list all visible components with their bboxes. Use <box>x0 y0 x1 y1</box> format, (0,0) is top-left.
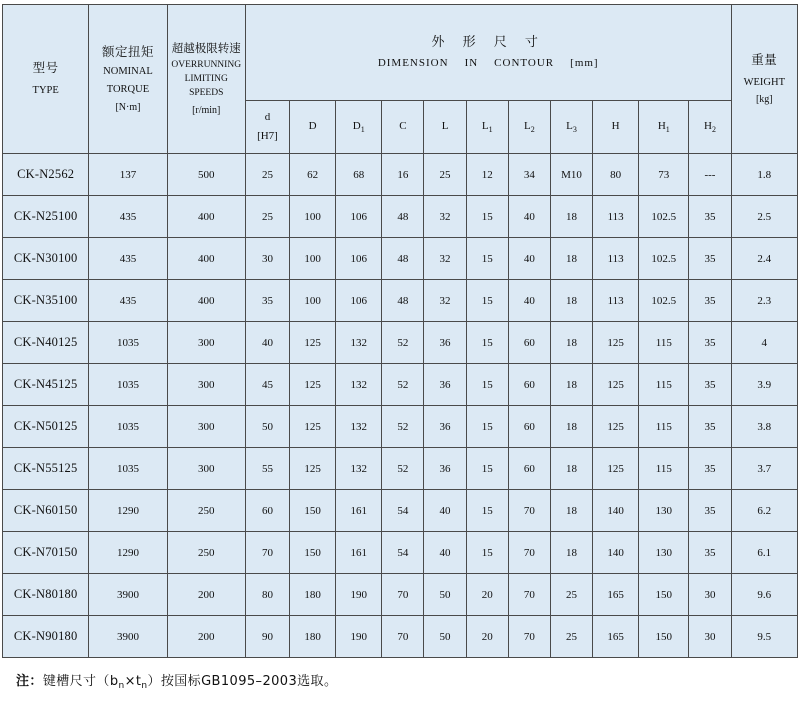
cell-H: 125 <box>593 448 639 490</box>
table-row <box>3 280 798 322</box>
col-header-L3 <box>550 101 592 154</box>
cell-D1: 161 <box>336 490 382 532</box>
cell-D: 180 <box>290 574 336 616</box>
col-header-weight-en: WEIGHT <box>743 76 785 88</box>
cell-L1: 15 <box>466 448 508 490</box>
cell-overrunning-speed: 400 <box>167 238 245 280</box>
symbol-L2-sub: 2 <box>530 125 535 135</box>
cell-H: 125 <box>593 406 639 448</box>
footnote-text-1: 键槽尺寸（b <box>42 674 119 689</box>
cell-type: CK-N35100 <box>3 280 89 322</box>
cell-nominal-torque: 1290 <box>89 532 167 574</box>
cell-L: 36 <box>424 322 466 364</box>
cell-weight: 1.8 <box>731 154 797 196</box>
footnote-sub-1: n <box>118 681 125 691</box>
cell-H2: 35 <box>689 280 731 322</box>
cell-H2: 35 <box>689 406 731 448</box>
symbol-L2: L <box>523 120 531 133</box>
cell-L2: 60 <box>508 322 550 364</box>
cell-overrunning-speed: 400 <box>167 280 245 322</box>
cell-L: 36 <box>424 364 466 406</box>
cell-L: 40 <box>424 490 466 532</box>
cell-weight: 2.5 <box>731 196 797 238</box>
cell-L2: 40 <box>508 196 550 238</box>
col-header-dimension-group <box>245 5 731 101</box>
table-row <box>3 322 798 364</box>
cell-D1: 132 <box>336 406 382 448</box>
cell-D1: 190 <box>336 574 382 616</box>
header-row-main <box>3 5 798 101</box>
cell-L2: 70 <box>508 616 550 658</box>
col-header-type-cn: 型号 <box>32 60 59 76</box>
cell-nominal-torque: 3900 <box>89 574 167 616</box>
table-row <box>3 406 798 448</box>
cell-weight: 9.6 <box>731 574 797 616</box>
col-header-nominal-torque <box>89 5 167 154</box>
cell-type: CK-N80180 <box>3 574 89 616</box>
cell-type: CK-N40125 <box>3 322 89 364</box>
dimension-en-word-1: DIMENSION <box>377 57 449 70</box>
cell-H: 125 <box>593 364 639 406</box>
table-row <box>3 532 798 574</box>
cell-D: 125 <box>290 364 336 406</box>
cell-L3: 18 <box>550 196 592 238</box>
col-header-speed-en2: LIMITING SPEEDS <box>184 74 228 98</box>
cell-nominal-torque: 435 <box>89 238 167 280</box>
cell-d: 40 <box>245 322 289 364</box>
cell-nominal-torque: 1035 <box>89 448 167 490</box>
cell-L2: 70 <box>508 490 550 532</box>
col-header-D1 <box>336 101 382 154</box>
cell-C: 48 <box>382 196 424 238</box>
cell-L2: 34 <box>508 154 550 196</box>
cell-L3: 18 <box>550 280 592 322</box>
footnote-text-3: ）按国标GB1095–2003选取。 <box>147 674 338 689</box>
cell-L3: 18 <box>550 532 592 574</box>
footnote <box>16 670 798 689</box>
cell-C: 52 <box>382 364 424 406</box>
col-header-torque-cn: 额定扭矩 <box>101 43 154 59</box>
cell-H2: 35 <box>689 532 731 574</box>
cell-H1: 115 <box>639 448 689 490</box>
cell-L2: 40 <box>508 280 550 322</box>
cell-type: CK-N55125 <box>3 448 89 490</box>
cell-H2: 35 <box>689 196 731 238</box>
cell-d: 60 <box>245 490 289 532</box>
col-header-H2 <box>689 101 731 154</box>
cell-L3: 18 <box>550 364 592 406</box>
cell-H2: --- <box>689 154 731 196</box>
cell-d: 55 <box>245 448 289 490</box>
cell-D1: 132 <box>336 364 382 406</box>
cell-type: CK-N30100 <box>3 238 89 280</box>
cell-type: CK-N45125 <box>3 364 89 406</box>
cell-H: 113 <box>593 280 639 322</box>
cell-D: 100 <box>290 238 336 280</box>
table-row <box>3 154 798 196</box>
cell-L2: 60 <box>508 364 550 406</box>
cell-weight: 6.1 <box>731 532 797 574</box>
cell-overrunning-speed: 300 <box>167 406 245 448</box>
cell-L3: 18 <box>550 448 592 490</box>
cell-L: 36 <box>424 406 466 448</box>
col-header-type-en: TYPE <box>32 85 59 97</box>
cell-weight: 6.2 <box>731 490 797 532</box>
col-header-L1 <box>466 101 508 154</box>
cell-L1: 15 <box>466 532 508 574</box>
cell-H2: 35 <box>689 238 731 280</box>
cell-type: CK-N70150 <box>3 532 89 574</box>
col-header-H1 <box>639 101 689 154</box>
col-header-type <box>3 5 89 154</box>
table-row <box>3 448 798 490</box>
symbol-L1: L <box>481 120 489 133</box>
cell-L1: 15 <box>466 280 508 322</box>
cell-L3: 18 <box>550 238 592 280</box>
cell-L1: 12 <box>466 154 508 196</box>
cell-d: 25 <box>245 154 289 196</box>
cell-L: 50 <box>424 616 466 658</box>
cell-H: 140 <box>593 532 639 574</box>
dimension-group-cn: 外 形 尺 寸 <box>431 35 545 51</box>
cell-overrunning-speed: 250 <box>167 532 245 574</box>
cell-weight: 3.7 <box>731 448 797 490</box>
symbol-H1: H <box>657 120 666 133</box>
cell-L: 25 <box>424 154 466 196</box>
cell-L1: 15 <box>466 238 508 280</box>
cell-weight: 2.3 <box>731 280 797 322</box>
cell-L: 36 <box>424 448 466 490</box>
cell-H2: 30 <box>689 616 731 658</box>
cell-d: 35 <box>245 280 289 322</box>
table-row <box>3 196 798 238</box>
cell-H2: 30 <box>689 574 731 616</box>
table-row <box>3 238 798 280</box>
cell-D1: 68 <box>336 154 382 196</box>
cell-type: CK-N90180 <box>3 616 89 658</box>
cell-weight: 3.9 <box>731 364 797 406</box>
cell-H1: 130 <box>639 532 689 574</box>
specification-table <box>2 4 798 658</box>
cell-H1: 115 <box>639 406 689 448</box>
dimension-en-word-3: CONTOUR <box>494 57 555 70</box>
cell-H2: 35 <box>689 364 731 406</box>
table-header <box>3 5 798 154</box>
cell-C: 70 <box>382 616 424 658</box>
cell-H1: 73 <box>639 154 689 196</box>
cell-D: 62 <box>290 154 336 196</box>
symbol-H1-sub: 1 <box>665 125 670 135</box>
cell-d: 45 <box>245 364 289 406</box>
col-header-D <box>290 101 336 154</box>
cell-C: 48 <box>382 238 424 280</box>
cell-overrunning-speed: 300 <box>167 448 245 490</box>
symbol-D1: D <box>352 120 361 133</box>
cell-L: 50 <box>424 574 466 616</box>
col-header-L2 <box>508 101 550 154</box>
col-header-weight-cn: 重量 <box>751 51 778 67</box>
cell-H2: 35 <box>689 490 731 532</box>
table-row <box>3 490 798 532</box>
cell-overrunning-speed: 400 <box>167 196 245 238</box>
symbol-L1-sub: 1 <box>488 125 493 135</box>
cell-d: 50 <box>245 406 289 448</box>
cell-L: 32 <box>424 196 466 238</box>
col-header-H <box>593 101 639 154</box>
cell-D1: 106 <box>336 238 382 280</box>
cell-D1: 132 <box>336 448 382 490</box>
cell-weight: 2.4 <box>731 238 797 280</box>
cell-type: CK-N2562 <box>3 154 89 196</box>
footnote-sub-2: n <box>141 681 148 691</box>
symbol-D: D <box>308 120 317 133</box>
tolerance-h7: [H7] <box>257 129 278 142</box>
cell-nominal-torque: 435 <box>89 280 167 322</box>
cell-d: 25 <box>245 196 289 238</box>
cell-type: CK-N50125 <box>3 406 89 448</box>
cell-L2: 40 <box>508 238 550 280</box>
symbol-d: d <box>264 110 271 123</box>
cell-C: 52 <box>382 406 424 448</box>
cell-D: 100 <box>290 280 336 322</box>
dimension-en-word-2: IN <box>464 57 479 70</box>
col-header-torque-unit: [N·m] <box>115 101 141 113</box>
cell-H1: 102.5 <box>639 280 689 322</box>
cell-C: 52 <box>382 322 424 364</box>
cell-L: 32 <box>424 238 466 280</box>
cell-nominal-torque: 1035 <box>89 322 167 364</box>
cell-L1: 20 <box>466 616 508 658</box>
symbol-H2: H <box>704 120 712 133</box>
cell-overrunning-speed: 300 <box>167 364 245 406</box>
cell-D: 180 <box>290 616 336 658</box>
cell-H1: 150 <box>639 616 689 658</box>
cell-D1: 106 <box>336 196 382 238</box>
cell-H: 80 <box>593 154 639 196</box>
cell-L3: M10 <box>550 154 592 196</box>
cell-type: CK-N25100 <box>3 196 89 238</box>
cell-L3: 18 <box>550 490 592 532</box>
cell-D: 100 <box>290 196 336 238</box>
cell-H1: 130 <box>639 490 689 532</box>
cell-H1: 102.5 <box>639 238 689 280</box>
col-header-torque-en2: TORQUE <box>106 84 150 96</box>
cell-d: 30 <box>245 238 289 280</box>
cell-L1: 20 <box>466 574 508 616</box>
cell-L: 40 <box>424 532 466 574</box>
cell-overrunning-speed: 200 <box>167 574 245 616</box>
cell-L1: 15 <box>466 196 508 238</box>
cell-D: 125 <box>290 322 336 364</box>
cell-overrunning-speed: 200 <box>167 616 245 658</box>
cell-H: 113 <box>593 196 639 238</box>
cell-L3: 25 <box>550 616 592 658</box>
cell-L1: 15 <box>466 406 508 448</box>
cell-D: 125 <box>290 406 336 448</box>
cell-d: 80 <box>245 574 289 616</box>
cell-L1: 15 <box>466 490 508 532</box>
cell-D1: 190 <box>336 616 382 658</box>
col-header-weight-unit: [kg] <box>755 93 773 105</box>
symbol-L3-sub: 3 <box>572 125 577 135</box>
table-row <box>3 364 798 406</box>
table-row <box>3 574 798 616</box>
cell-H: 165 <box>593 616 639 658</box>
cell-C: 54 <box>382 532 424 574</box>
cell-type: CK-N60150 <box>3 490 89 532</box>
col-header-overrunning-speed <box>167 5 245 154</box>
symbol-D1-sub: 1 <box>360 125 365 135</box>
cell-H1: 115 <box>639 364 689 406</box>
cell-nominal-torque: 1035 <box>89 406 167 448</box>
cell-L3: 25 <box>550 574 592 616</box>
cell-H1: 115 <box>639 322 689 364</box>
col-header-torque-en1: NOMINAL <box>103 66 153 78</box>
cell-L: 32 <box>424 280 466 322</box>
cell-D: 125 <box>290 448 336 490</box>
cell-C: 54 <box>382 490 424 532</box>
cell-H: 125 <box>593 322 639 364</box>
table-row <box>3 616 798 658</box>
symbol-H2-sub: 2 <box>711 125 716 135</box>
cell-L2: 60 <box>508 406 550 448</box>
cell-L1: 15 <box>466 364 508 406</box>
cell-H1: 102.5 <box>639 196 689 238</box>
col-header-L <box>424 101 466 154</box>
symbol-L3: L <box>566 120 573 133</box>
cell-L3: 18 <box>550 322 592 364</box>
cell-L2: 60 <box>508 448 550 490</box>
col-header-d <box>245 101 289 154</box>
cell-C: 48 <box>382 280 424 322</box>
dimension-group-en <box>246 54 731 73</box>
cell-L1: 15 <box>466 322 508 364</box>
cell-L2: 70 <box>508 574 550 616</box>
cell-overrunning-speed: 300 <box>167 322 245 364</box>
footnote-text-2: ×t <box>124 674 142 689</box>
col-header-weight <box>731 5 797 154</box>
cell-H: 165 <box>593 574 639 616</box>
cell-C: 16 <box>382 154 424 196</box>
cell-H: 140 <box>593 490 639 532</box>
cell-H2: 35 <box>689 322 731 364</box>
cell-L3: 18 <box>550 406 592 448</box>
cell-D: 150 <box>290 490 336 532</box>
symbol-H: H <box>611 120 620 133</box>
cell-nominal-torque: 435 <box>89 196 167 238</box>
footnote-label: 注： <box>16 674 43 689</box>
cell-H1: 150 <box>639 574 689 616</box>
cell-nominal-torque: 1035 <box>89 364 167 406</box>
cell-overrunning-speed: 250 <box>167 490 245 532</box>
cell-weight: 3.8 <box>731 406 797 448</box>
dimension-en-unit: [mm] <box>570 57 599 70</box>
cell-nominal-torque: 137 <box>89 154 167 196</box>
table-body <box>3 154 798 658</box>
symbol-C: C <box>399 120 407 133</box>
symbol-L: L <box>441 120 449 133</box>
cell-overrunning-speed: 500 <box>167 154 245 196</box>
cell-L2: 70 <box>508 532 550 574</box>
cell-weight: 4 <box>731 322 797 364</box>
cell-nominal-torque: 1290 <box>89 490 167 532</box>
col-header-speed-cn: 超越极限转速 <box>171 40 241 55</box>
cell-H2: 35 <box>689 448 731 490</box>
cell-D1: 161 <box>336 532 382 574</box>
col-header-C <box>382 101 424 154</box>
cell-C: 70 <box>382 574 424 616</box>
cell-D1: 106 <box>336 280 382 322</box>
cell-D: 150 <box>290 532 336 574</box>
cell-d: 70 <box>245 532 289 574</box>
cell-C: 52 <box>382 448 424 490</box>
col-header-speed-unit: [r/min] <box>192 104 221 116</box>
cell-nominal-torque: 3900 <box>89 616 167 658</box>
cell-H: 113 <box>593 238 639 280</box>
cell-d: 90 <box>245 616 289 658</box>
cell-D1: 132 <box>336 322 382 364</box>
cell-weight: 9.5 <box>731 616 797 658</box>
col-header-speed-en1: OVERRUNNING <box>171 60 242 71</box>
